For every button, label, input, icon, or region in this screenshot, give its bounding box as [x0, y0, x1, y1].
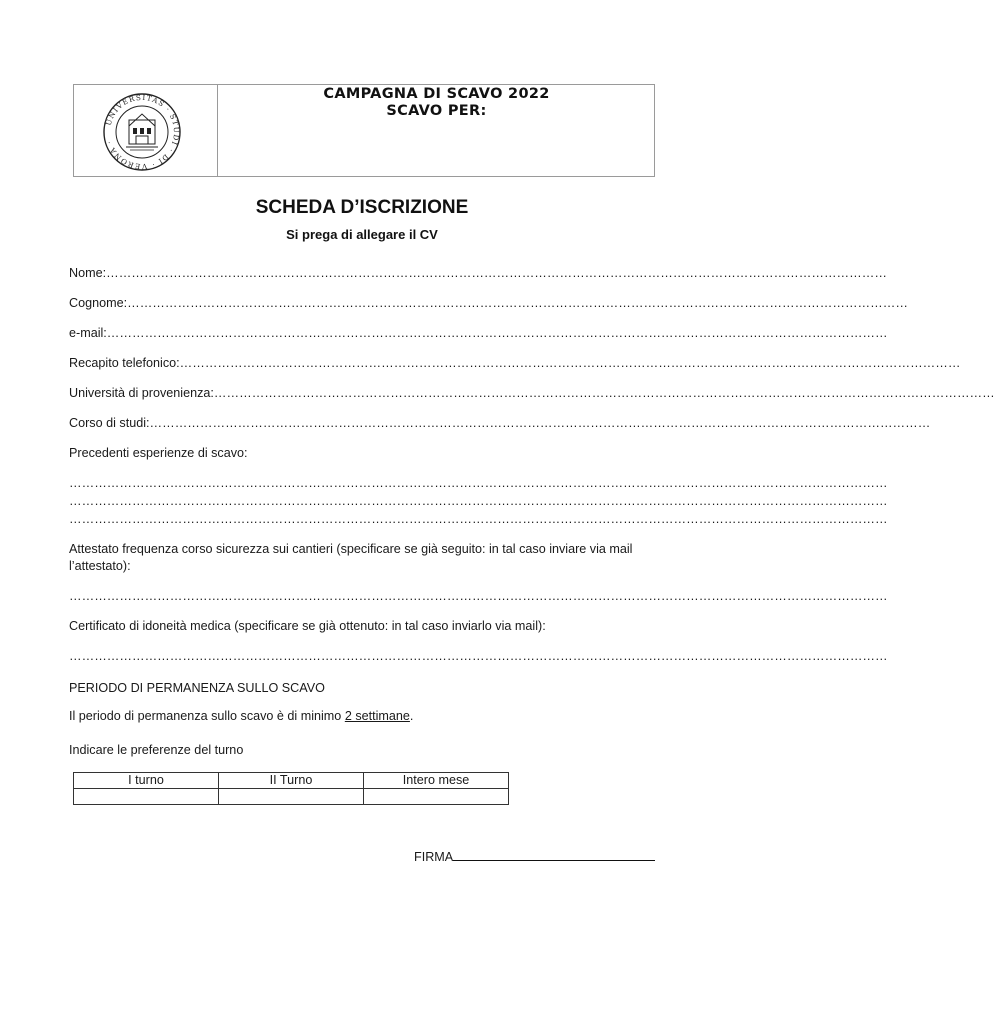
svg-text:UNIVERSITAS · STUDI · DI · VER: UNIVERSITAS · STUDI · DI · VERONA · — [103, 92, 182, 172]
turno-1-checkbox[interactable] — [74, 789, 219, 805]
turni-header-cell: II Turno — [219, 773, 364, 789]
field-corso[interactable]: Corso di studi:…………………………………………………………………………………………………………………………………………………………………… — [69, 416, 931, 430]
turni-header-cell: I turno — [74, 773, 219, 789]
field-label: Corso di studi: — [69, 416, 150, 430]
document-subtitle: Si prega di allegare il CV — [286, 227, 438, 242]
esperienze-label: Precedenti esperienze di scavo: — [69, 446, 248, 460]
field-label: e-mail: — [69, 326, 107, 340]
header-line-2: SCAVO PER: — [386, 103, 487, 119]
field-cognome[interactable]: Cognome:…………………………………………………………………………………………………………………………………………………………………… — [69, 296, 908, 310]
attestato-text: Attestato frequenza corso sicurezza sui cantieri (specificare se già seguito: in tal caso inviare via mail l’attestato): — [69, 542, 633, 573]
field-label: Università di provenienza: — [69, 386, 214, 400]
certificato-text: Certificato di idoneità medica (specificare se già ottenuto: in tal caso inviarlo via mail): — [69, 619, 546, 633]
esperienze-line-1[interactable]: …………………………………………………………………………………………………………………………………………………………………………… — [69, 476, 888, 490]
signature-line[interactable] — [453, 848, 655, 861]
header-title — [218, 86, 655, 120]
university-seal-logo — [102, 92, 182, 172]
field-label: Cognome: — [69, 296, 128, 310]
turno-2-checkbox[interactable] — [219, 789, 364, 805]
field-nome[interactable]: Nome:…………………………………………………………………………………………………………………………………………………………………… — [69, 266, 887, 280]
field-universita[interactable]: Università di provenienza:…………………………………………………………………………………………………………………………………………………………………… — [69, 386, 995, 400]
periodo-text-before: Il periodo di permanenza sullo scavo è di minimo — [69, 709, 345, 723]
preferenze-label: Indicare le preferenze del turno — [69, 743, 244, 757]
turni-header-row — [74, 773, 509, 789]
field-label: Nome: — [69, 266, 107, 280]
field-recapito[interactable]: Recapito telefonico:…………………………………………………………………………………………………………………………………………………………………… — [69, 356, 961, 370]
turni-header-cell: Intero mese — [364, 773, 509, 789]
turni-selection-row — [74, 789, 509, 805]
periodo-text-underlined: 2 settimane — [344, 709, 410, 723]
periodo-text-after: . — [409, 709, 414, 723]
header-line-1: CAMPAGNA DI SCAVO 2022 — [323, 86, 550, 102]
turni-table — [73, 772, 509, 805]
attestato-line[interactable]: …………………………………………………………………………………………………………………………………………………………………………… — [69, 589, 888, 603]
document-title: SCHEDA D’ISCRIZIONE — [255, 197, 469, 218]
certificato-line[interactable]: …………………………………………………………………………………………………………………………………………………………………………… — [69, 649, 888, 663]
field-label: Recapito telefonico: — [69, 356, 180, 370]
periodo-text — [69, 708, 657, 724]
firma-label: FIRMA — [414, 850, 454, 864]
esperienze-line-2[interactable]: …………………………………………………………………………………………………………………………………………………………………………… — [69, 494, 888, 508]
esperienze-line-3[interactable]: …………………………………………………………………………………………………………………………………………………………………………… — [69, 512, 888, 526]
periodo-heading: PERIODO DI PERMANENZA SULLO SCAVO — [69, 681, 325, 695]
signature-area — [414, 848, 655, 864]
intero-mese-checkbox[interactable] — [364, 789, 509, 805]
field-email[interactable]: e-mail:…………………………………………………………………………………………………………………………………………………………………… — [69, 326, 888, 340]
